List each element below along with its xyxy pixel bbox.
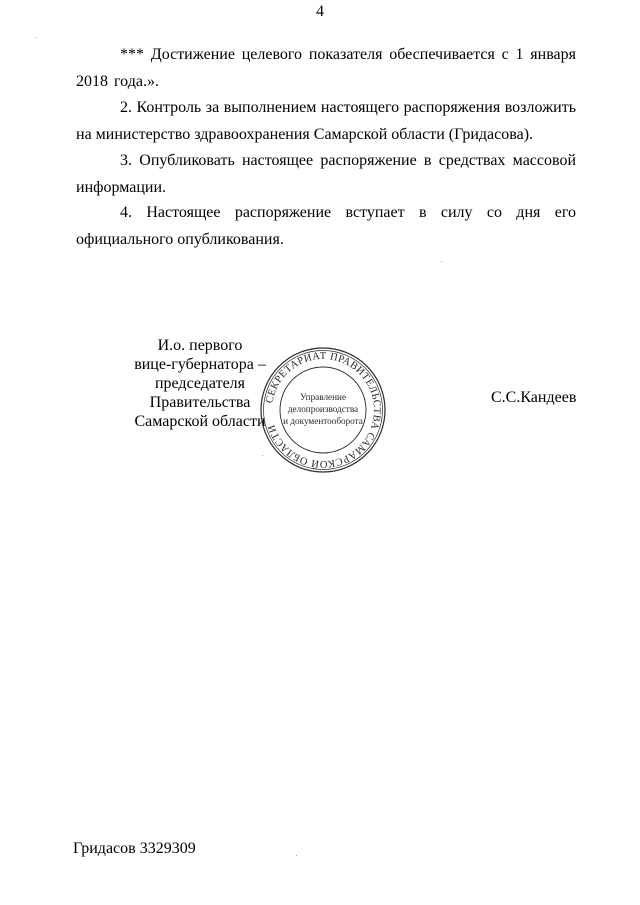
signer-position-line: Самарской области [134, 413, 266, 430]
paragraph-target-note: *** Достижение целевого показателя обеспечивается с 1 января 2018 года.». [76, 46, 576, 90]
signer-position-line: И.о. первого [157, 337, 243, 354]
scan-speck [36, 37, 37, 38]
signer-name: С.С.Кандеев [491, 389, 577, 406]
official-seal-stamp [258, 345, 388, 475]
executor-contact: Гридасов 3329309 [73, 840, 196, 857]
page-number: 4 [316, 3, 324, 20]
scan-speck [296, 855, 297, 856]
stamp-center-line: делопроизводства [287, 404, 359, 414]
stamp-center-line: Управление [299, 392, 347, 402]
stamp-ring-text: СЕКРЕТАРИАТ ПРАВИТЕЛЬСТВА САМАРСКОЙ ОБЛАСТИ [264, 350, 383, 470]
scan-speck [441, 261, 442, 262]
scan-speck [262, 455, 263, 456]
paragraph-publication: 3. Опубликовать настоящее распоряжение в средствах массовой информации. [76, 152, 576, 196]
paragraph-effective-date: 4. Настоящее распоряжение вступает в силу со дня его официального опубликования. [76, 204, 576, 248]
signer-position-line: вице-губернатора – [134, 356, 266, 373]
signer-position-line: председателя Правительства [149, 375, 251, 411]
paragraph-control: 2. Контроль за выполнением настоящего распоряжения возложить на министерство здравоохранения Самарской области (Гридасова). [76, 99, 576, 143]
stamp-center-line: и документооборота [283, 416, 363, 426]
